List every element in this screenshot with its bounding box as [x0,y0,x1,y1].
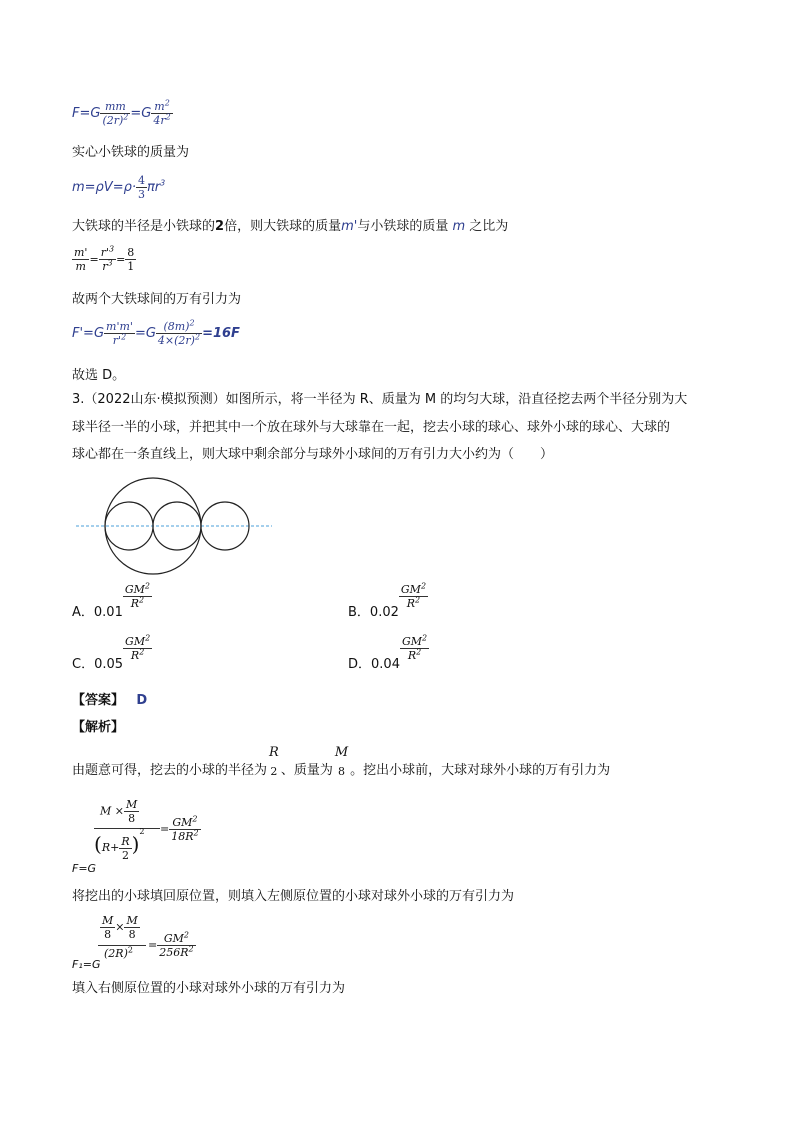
eq6-bottom: $(2R)^2$ [104,945,133,960]
fraction: $\frac{(8m)^2}{4\times(2r)^2}$ [157,318,201,347]
fraction: R 2 [269,745,279,778]
option-c[interactable]: C．0.05 $\frac{GM^2}{R^2}$ [72,633,151,672]
equation-F1 [72,914,292,972]
fraction: $\frac{GM^2}{18R^2}$ [171,814,199,843]
option-d[interactable]: D．0.04 $\frac{GM^2}{R^2}$ [348,633,428,672]
text-mass-intro: 实心小铁球的质量为 [72,145,190,160]
fraction: $\frac{M}{8}$ [125,798,138,825]
question-line-1: 3.（2022山东·模拟预测）如图所示，将一半径为 R、质量为 M 的均匀大球，沿直径挖去两个半径分别为大 [72,392,688,407]
question-line-3: 球心都在一条直线上，则大球中剩余部分与球外小球间的万有引力大小约为（ ） [72,447,554,462]
eq5-lhs: F=G [72,862,97,875]
equation-gravity-small: F=G $\frac{mm}{(2r)^2}$ =G $\frac{m^2}{4r^2}$ [72,98,171,127]
fraction: $\frac{GM^2}{R^2}$ [400,581,427,610]
fraction: $\frac{R}{2}$ [121,834,130,862]
fraction: $\frac{GM^2}{R^2}$ [125,633,151,662]
fraction: $\frac{4}{3}$ [137,174,145,201]
fraction: $\frac{r'^3}{r^3}$ [100,244,115,273]
fraction: $\frac{M}{8}$ [102,914,114,941]
analysis-line: 由题意可得，挖去的小球的半径为 R 2 、质量为 M 8 。挖出小球前，大球对球外小球的万有引力为 [72,745,611,778]
analysis-label: 【解析】 [72,720,125,735]
eq6-main-bar [98,945,146,946]
eq6-lhs: F₁=G [72,958,101,971]
fraction: $\frac{GM^2}{R^2}$ [401,633,428,662]
option-b[interactable]: B．0.02 $\frac{GM^2}{R^2}$ [348,581,427,620]
fraction: $\frac{8}{1}$ [127,246,135,273]
eq6-result: = $\frac{GM^2}{256R^2}$ [148,930,194,959]
option-a[interactable]: A．0.01 $\frac{GM^2}{R^2}$ [72,581,151,620]
spheres-diagram [70,470,280,580]
question-line-2: 球半径一半的小球，并把其中一个放在球外与大球靠在一起，挖去小球的球心、球外小球的球心、大球的 [72,420,671,435]
eq5-main-bar [94,828,160,829]
text-ratio-intro: 大铁球的半径是小铁球的2倍，则大铁球的质量m'与小铁球的质量 m 之比为 [72,219,509,234]
fraction: $\frac{M}{8}$ [126,914,138,941]
equation-mass: m=ρV=ρ· $\frac{4}{3}$ $\pi r^3$ [72,174,166,201]
fraction: $\frac{m'm'}{r'^2}$ [106,320,133,347]
text-choose: 故选 D。 [72,368,126,383]
eq5-bottom: (R+ $\frac{R}{2}$ )$^2$ [94,827,145,862]
fraction: $\frac{m'}{m}$ [74,246,88,273]
fraction: $\frac{GM^2}{256R^2}$ [159,930,194,959]
equation-ratio: $\frac{m'}{m}$ = $\frac{r'^3}{r^3}$ = $\frac{8}{1}$ [74,244,135,273]
answer-row: 【答案】 D [72,693,148,708]
eq5-top: M × $\frac{M}{8}$ [100,798,138,825]
equation-gravity-large: F'=G $\frac{m'm'}{r'^2}$ =G $\frac{(8m)^2}{4\times(2r)^2}$ =16F [72,318,240,347]
eq5-result: = $\frac{GM^2}{18R^2}$ [160,814,199,843]
fraction: $\frac{m^2}{4r^2}$ [153,98,171,127]
fraction: $\frac{mm}{(2r)^2}$ [102,100,129,127]
fraction: M 8 [334,745,349,778]
text-fill-right: 填入右侧原位置的小球对球外小球的万有引力为 [72,981,346,996]
fraction: $\frac{GM^2}{R^2}$ [124,581,151,610]
eq6-top: $\frac{M}{8}$ × $\frac{M}{8}$ [102,914,138,941]
text-fill-left: 将挖出的小球填回原位置，则填入左侧原位置的小球对球外小球的万有引力为 [72,889,515,904]
text-force-intro: 故两个大铁球间的万有引力为 [72,292,242,307]
equation-F [72,798,292,880]
